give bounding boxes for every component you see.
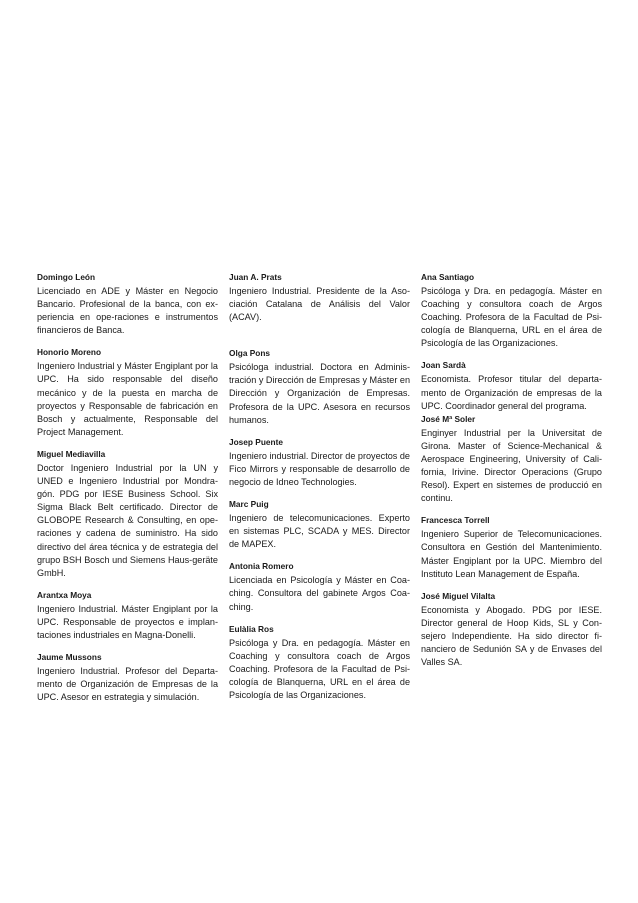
faculty-entry xyxy=(37,589,218,642)
faculty-column-1 xyxy=(37,271,218,704)
faculty-column-3 xyxy=(421,271,602,669)
faculty-bio: Licenciado en ADE y Máster en Negocio Bancario. Profesional de la banca, con ex-periencia en ope-raciones e instrumentos financieros de Banca. xyxy=(37,286,218,336)
faculty-entry xyxy=(229,498,410,551)
faculty-bio: Economista y Abogado. PDG por IESE. Director general de Hoop Kids, SL y Con-sejero Independiente. Ha sido director fi-nanciero de Sedunión SA y de Envases del Valles SA. xyxy=(421,604,602,668)
faculty-column-2 xyxy=(229,271,410,702)
faculty-entry xyxy=(421,590,602,669)
faculty-name: Olga Pons xyxy=(229,348,271,359)
faculty-bio: Ingeniero de telecomunicaciones. Experto en sistemas PLC, SCADA y MES. Director de MAPEX. xyxy=(229,513,410,550)
faculty-bio: Psicóloga industrial. Doctora en Adminis-tración y Dirección de Empresas y Máster en Dirección y Organización de Empresas. Profesora de la UPC. Asesora en recursos humanos. xyxy=(229,362,410,425)
faculty-entry xyxy=(421,271,602,350)
faculty-entry xyxy=(37,271,218,337)
faculty-entry xyxy=(229,623,410,702)
faculty-entry xyxy=(229,436,410,489)
faculty-bio: Enginyer Industrial per la Universitat de Girona. Master of Science-Mechanical & Aerospace Engineering, University of Cali-fornia, Irivine. Director Operacions (Grupo Resol). Expert en sistemes de producció en continu. xyxy=(421,427,602,504)
faculty-name: Marc Puig xyxy=(229,499,269,510)
faculty-bio: Ingeniero Industrial. Máster Engiplant por la UPC. Responsable de proyectos e implan-taciones industriales en Magna-Donelli. xyxy=(37,603,218,640)
faculty-entry xyxy=(421,413,602,506)
faculty-bio: Ingeniero Industrial. Presidente de la Aso-ciación Catalana de Análisis del Valor (ACAV). xyxy=(229,286,410,323)
faculty-bio: Licenciada en Psicología y Máster en Coa-ching. Consultora del gabinete Argos Coa-ching. xyxy=(229,575,410,612)
faculty-name: Josep Puente xyxy=(229,436,283,447)
faculty-entry xyxy=(229,560,410,613)
faculty-name: Ana Santiago xyxy=(421,272,475,282)
faculty-entry xyxy=(37,346,218,439)
faculty-name: Domingo León xyxy=(37,272,96,282)
faculty-name: Antonia Romero xyxy=(229,561,294,572)
faculty-name: Joan Sardà xyxy=(421,360,466,371)
faculty-bio: Ingeniero Industrial. Profesor del Departa-mento de Organización de Empresas de la UPC. Asesor en estrategia y simulación. xyxy=(37,666,218,703)
faculty-name: Honorio Moreno xyxy=(37,347,102,358)
faculty-bio: Doctor Ingeniero Industrial por la UN y UNED e Ingeniero Industrial por Mondra-gón. PDG por IESE Business School. Six Sigma Black Belt certificado. Director de GLOBOPE Research & Consulting, en ope-raciones y cadena de suministro. Ha sido directivo del área técnica y de estrategia del grupo BSH Bosch und Siemens Haus-geräte GmbH. xyxy=(37,462,218,578)
faculty-name: Juan A. Prats xyxy=(229,272,282,282)
faculty-bio: Ingeniero Superior de Telecomunicaciones. Consultora en Gestión del Mantenimiento. Máster Engiplant por la UPC. Miembro del Instituto Lean Management de España. xyxy=(421,529,602,579)
faculty-name: Miguel Mediavilla xyxy=(37,448,106,459)
faculty-name: Eulàlia Ros xyxy=(229,623,274,634)
faculty-entry xyxy=(229,271,410,324)
faculty-bio: Ingeniero Industrial y Máster Engiplant por la UPC. Ha sido responsable del diseño mecánico y de la puesta en marcha de proyectos y Responsable de fabricación en Bosch y actualmente, Responsable del Project Management. xyxy=(37,361,218,437)
faculty-name: José Miguel Vilalta xyxy=(421,590,496,601)
faculty-bio: Psicóloga y Dra. en pedagogía. Máster en Coaching y consultora coach de Argos Coaching. Profesora de la Facultad de Psi-cología de Blanquerna, URL en el área de Psicología de las Organizaciones. xyxy=(421,286,602,349)
faculty-entry xyxy=(229,347,410,426)
faculty-entry xyxy=(421,514,602,580)
faculty-name: Arantxa Moya xyxy=(37,589,92,600)
faculty-bio: Economista. Profesor titular del departa-mento de Organización de empresas de la UPC. Coordinador general del programa. xyxy=(421,374,602,411)
faculty-entry xyxy=(37,651,218,704)
faculty-name: José Mª Soler xyxy=(421,413,476,424)
faculty-name: Jaume Mussons xyxy=(37,652,102,663)
faculty-entry xyxy=(421,359,602,412)
faculty-bio: Psicóloga y Dra. en pedagogía. Máster en Coaching y consultora coach de Argos Coaching. Profesora de la Facultad de Psi-cología de Blanquerna, URL en el área de Psicología de las Organizaciones. xyxy=(229,637,410,700)
faculty-bio: Ingeniero industrial. Director de proyectos de Fico Mirrors y responsable de desarrollo de negocio de Idneo Technologies. xyxy=(229,450,410,487)
faculty-name: Francesca Torrell xyxy=(421,515,490,526)
faculty-entry xyxy=(37,448,218,580)
